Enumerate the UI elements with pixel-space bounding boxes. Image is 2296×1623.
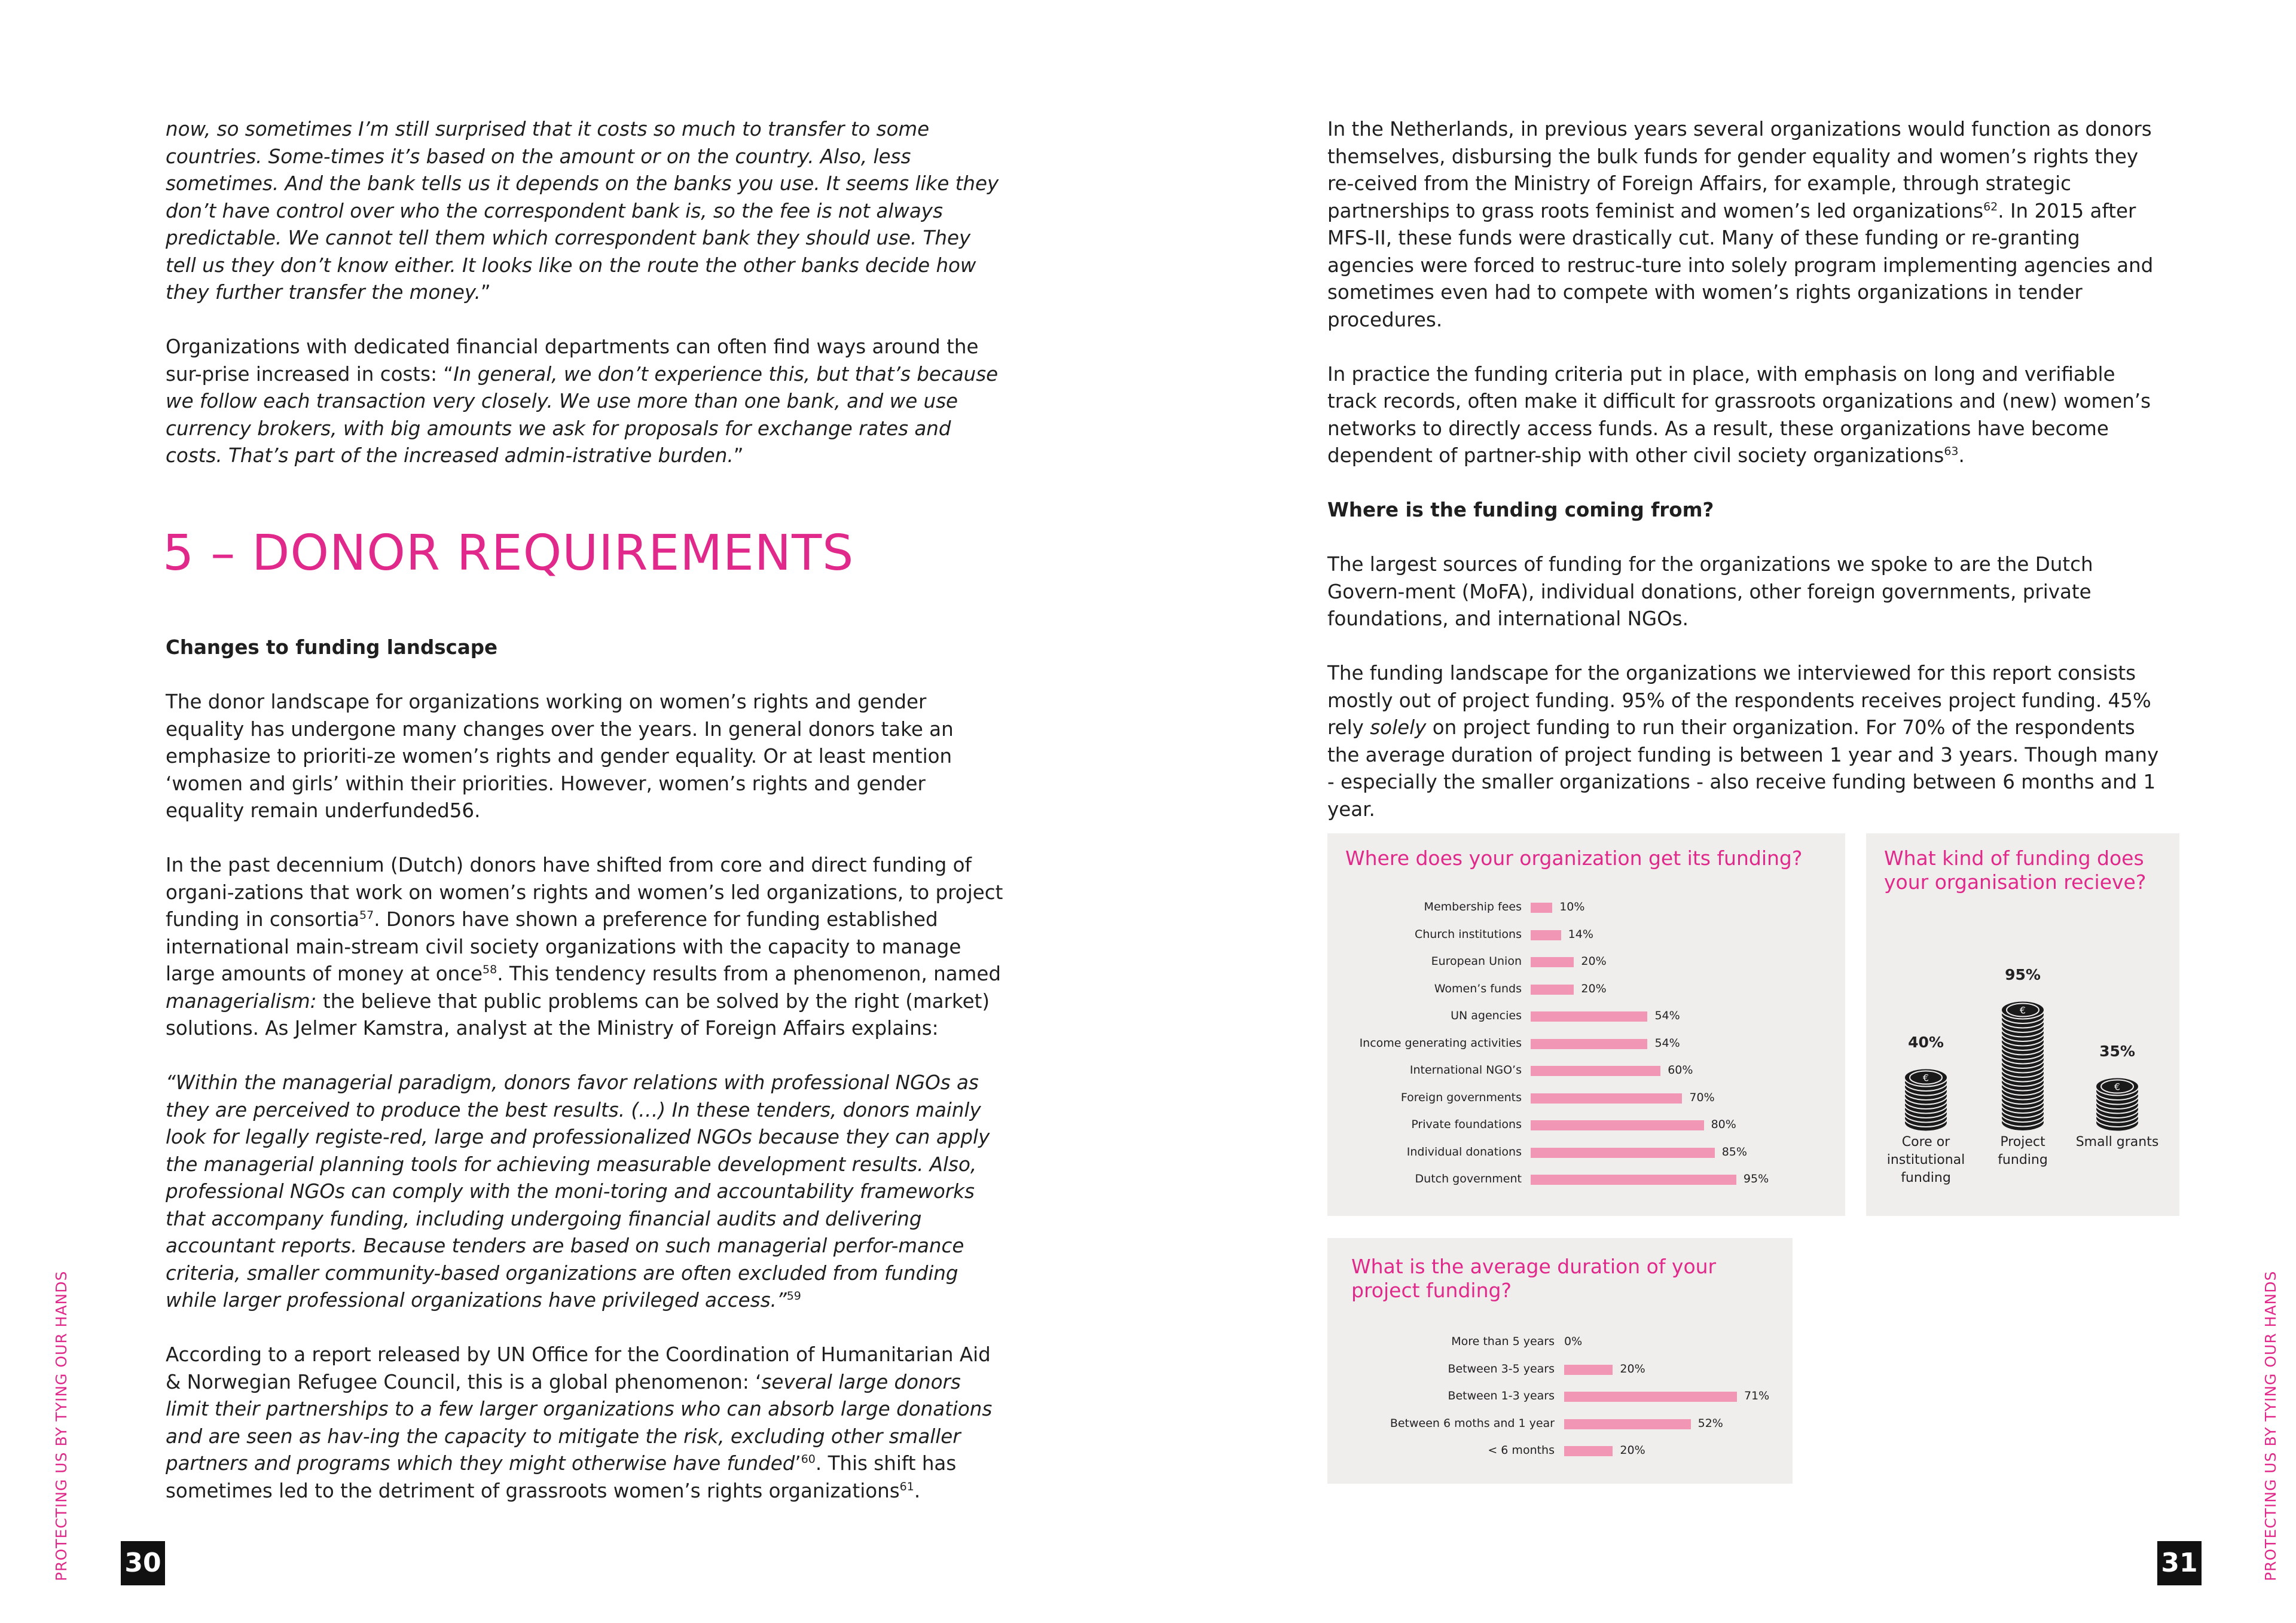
bar-label: Individual donations — [1406, 1145, 1522, 1159]
paragraph-financial-departments: Organizations with dedicated financial departments can often find ways around the sur-prise increased in costs: “In general, we don’t experience this, but that’s because we follow each transaction very closely. We use more than one bank, and we use currency brokers, with big amounts we ask for proposals for exchange rates and costs. That’s part of the increased admin-istrative burden.” — [166, 335, 999, 467]
bar — [1531, 903, 1552, 913]
bar — [1564, 1446, 1613, 1456]
svg-text:€: € — [1922, 1072, 1929, 1083]
bar — [1531, 1175, 1736, 1185]
chart-funding-sources — [1327, 833, 1845, 1216]
bar-value-label: 85% — [1721, 1145, 1747, 1159]
bar-label: UN agencies — [1451, 1009, 1522, 1022]
bar — [1531, 1011, 1647, 1022]
bar-value-label: 0% — [1564, 1335, 1583, 1348]
bar-label: More than 5 years — [1451, 1335, 1555, 1348]
left-page-text-lower — [166, 634, 1006, 1532]
bar-value-label: 70% — [1689, 1090, 1715, 1104]
bar — [1564, 1419, 1691, 1429]
quote-managerial-paradigm: “Within the managerial paradigm, donors favor relations with professional NGOs as they are perceived to produce the best results. (…) In these tenders, donors mainly look for legally registe-red, large and professionalized NGOs because they can apply the managerial planning tools for achieving measurable development results. Also, professional NGOs can comply with the moni-toring and accountability frameworks that accompany funding, including undergoing financial audits and delivering accountant reports. Because tenders are based on such managerial perfor-mance criteria, smaller community-based organizations are often excluded from funding while larger professional organizations have privileged access.”$^{59}$ — [166, 1071, 990, 1312]
bar-label: Between 3-5 years — [1448, 1362, 1555, 1376]
bar-value-label: 80% — [1711, 1118, 1736, 1131]
bar-value-label: 20% — [1620, 1444, 1645, 1457]
page-number-right: 31 — [2157, 1541, 2202, 1585]
page-number-left: 30 — [121, 1541, 165, 1585]
bar-label: Private foundations — [1411, 1118, 1522, 1131]
section-title: 5 – DONOR REQUIREMENTS — [163, 525, 854, 582]
bar-label: Between 6 moths and 1 year — [1390, 1416, 1555, 1430]
bar-label: European Union — [1431, 955, 1522, 968]
svg-text:€: € — [2019, 1004, 2026, 1016]
bar-value-label: 14% — [1568, 927, 1593, 941]
bar — [1531, 957, 1574, 967]
bar — [1531, 1120, 1704, 1130]
svg-text:€: € — [2114, 1081, 2121, 1092]
bar-value-label: 71% — [1744, 1389, 1770, 1402]
chart-funding-type — [1866, 833, 2179, 1216]
coin-category-label: Core or institutional funding — [1886, 1135, 1965, 1185]
bar-value-label: 95% — [1743, 1172, 1769, 1185]
bar — [1531, 1093, 1682, 1104]
bar — [1531, 1066, 1660, 1076]
bar-label: Women’s funds — [1434, 982, 1522, 995]
bar-label: Between 1-3 years — [1448, 1389, 1555, 1402]
bar — [1531, 985, 1574, 995]
bar-label: < 6 months — [1488, 1444, 1555, 1457]
bar-value-label: 54% — [1654, 1036, 1680, 1050]
side-running-title-right: PROTECTING US BY TYING OUR HANDS — [2262, 1270, 2279, 1581]
bar-value-label: 20% — [1581, 982, 1607, 995]
bar-label: Income generating activities — [1359, 1036, 1522, 1050]
bar-value-label: 10% — [1559, 900, 1585, 913]
quote-intro: now, so sometimes I’m still surprised that it costs so much to transfer to some countries. Some-times it’s based on the amount or on the country. Also, less sometimes. And the bank tells us it depends on the banks you use. It seems like they don’t have control over who the correspondent bank is, so the fee is not always predictable. We cannot tell them which correspondent bank they should use. They tell us they don’t know either. It looks like on the route the other banks decide how they further transfer the money.” — [166, 118, 999, 304]
bar-label: Dutch government — [1415, 1172, 1522, 1185]
chart-title: What is the average duration of your project funding? — [1351, 1255, 1717, 1302]
paragraph-past-decennium: In the past decennium (Dutch) donors have shifted from core and direct funding of organi-zations that work on women’s rights and women’s led organizations, to project funding in consortia$^{57}$. Donors have shown a preference for funding established international main-stream civil society organizations with the capacity to manage large amounts of money at once$^{58}$. This tendency results from a phenomenon, named managerialism: the believe that public problems can be solved by the right (market) solutions. As Jelmer Kamstra, analyst at the Ministry of Foreign Affairs explains: — [166, 854, 1003, 1040]
coin-percent-label: 95% — [2005, 966, 2041, 983]
bar-label: International NGO’s — [1409, 1063, 1522, 1077]
bar-value-label: 52% — [1697, 1416, 1723, 1430]
paragraph-netherlands: In the Netherlands, in previous years several organizations would function as donors themselves, disbursing the bulk funds for gender equality and women’s rights they re-ceived from the Ministry of Foreign Affairs, for example, through strategic partnerships to grass roots feminist and women’s led organizations$^{62}$. In 2015 after MFS-II, these funds were drastically cut. Many of these funding or re-granting agencies were forced to restruc-ture into solely program implementing agencies and sometimes even had to compete with women’s rights organizations in tender procedures. — [1327, 118, 2154, 331]
chart-title: Where does your organization get its funding? — [1345, 846, 1803, 870]
paragraph-un-report: According to a report released by UN Office for the Coordination of Humanitarian Aid & Norwegian Refugee Council, this is a global phenomenon: ‘several large donors limit their partnerships to a few larger organizations who can absorb large donations and are seen as hav-ing the capacity to mitigate the risk, excluding other smaller partners and programs which they might otherwise have funded’$^{60}$. This shift has sometimes led to the detriment of grassroots women’s rights organizations$^{61}$. — [166, 1343, 993, 1502]
bar — [1531, 1039, 1647, 1049]
bar-label: Church institutions — [1414, 927, 1522, 941]
bar-value-label: 20% — [1581, 955, 1607, 968]
bar-value-label: 54% — [1654, 1009, 1680, 1022]
chart-project-duration — [1327, 1238, 1793, 1484]
bar-value-label: 60% — [1668, 1063, 1693, 1077]
chart-title: What kind of funding does your organisation recieve? — [1884, 846, 2147, 894]
paragraph-largest-sources: The largest sources of funding for the organizations we spoke to are the Dutch Govern-ment (MoFA), individual donations, other foreign governments, private foundations, and international NGOs. — [1327, 553, 2093, 630]
right-page-text — [1327, 116, 2170, 851]
coin-category-label: Small grants — [2075, 1135, 2159, 1150]
bar — [1531, 930, 1561, 940]
bar — [1564, 1392, 1737, 1402]
coin-percent-label: 35% — [2099, 1042, 2135, 1060]
paragraph-funding-criteria: In practice the funding criteria put in place, with emphasis on long and verifiable track records, often make it difficult for grassroots organizations and (new) women’s networks to directly access funds. As a result, these organizations have become dependent of partner-ship with other civil society organizations$^{63}$. — [1327, 362, 2151, 467]
left-page-text — [166, 116, 1006, 497]
subhead-funding-landscape: Changes to funding landscape — [166, 636, 498, 659]
subhead-funding-source: Where is the funding coming from? — [1327, 499, 1714, 521]
side-running-title-left: PROTECTING US BY TYING OUR HANDS — [53, 1270, 70, 1581]
coin-percent-label: 40% — [1908, 1033, 1944, 1051]
paragraph-funding-landscape: The funding landscape for the organizations we interviewed for this report consists mostly out of project funding. 95% of the respondents receives project funding. 45% rely solely on project funding to run their organization. For 70% of the respondents the average duration of project funding is between 1 year and 3 years. Though many - especially the smaller organizations - also receive funding between 6 months and 1 year. — [1327, 662, 2159, 821]
bar — [1564, 1365, 1613, 1375]
bar-label: Membership fees — [1424, 900, 1522, 913]
coin-stack-icon — [2093, 1071, 2141, 1133]
bar-value-label: 20% — [1620, 1362, 1645, 1376]
paragraph-donor-landscape: The donor landscape for organizations working on women’s rights and gender equality has undergone many changes over the years. In general donors take an emphasize to prioriti-ze women’s rights and gender equality. Or at least mention ‘women and girls’ within their priorities. However, women’s rights and gender equality remain underfunded56. — [166, 690, 954, 822]
bar — [1531, 1148, 1715, 1158]
coin-stack-icon — [1902, 1062, 1950, 1133]
bar-label: Foreign governments — [1400, 1090, 1522, 1104]
coin-category-label: Project funding — [1998, 1135, 2048, 1167]
coin-stack-icon — [1999, 995, 2047, 1133]
